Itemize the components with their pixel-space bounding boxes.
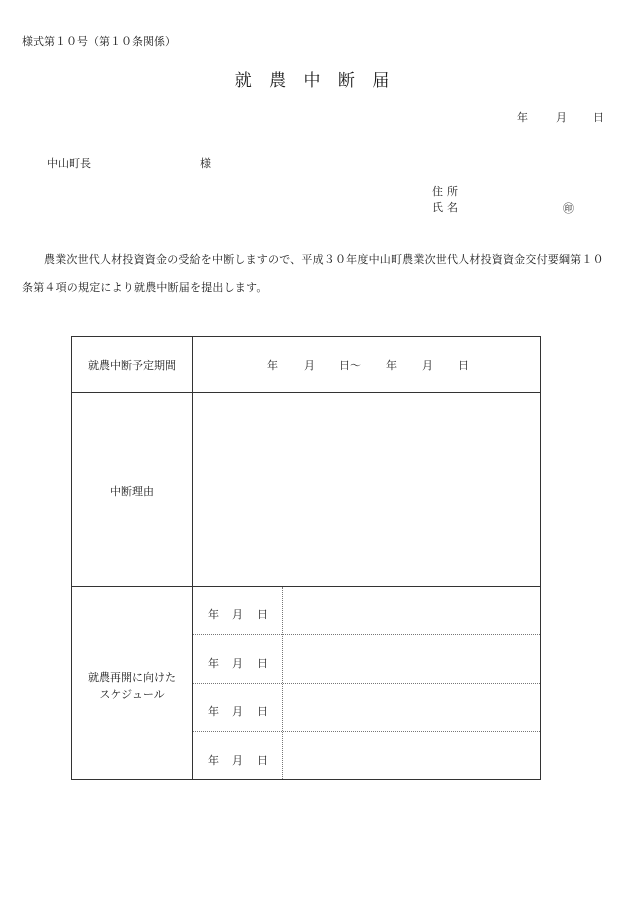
row-divider-reason [72,586,540,587]
period-start-year: 年 [267,359,278,372]
schedule-month: 月 [232,705,243,718]
schedule-row-divider [193,731,540,732]
period-start-day: 日～ [339,359,361,372]
schedule-year: 年 [208,754,219,767]
reason-label: 中断理由 [110,485,154,498]
interruption-form-table [71,336,541,780]
period-end-day: 日 [458,359,469,372]
seal-mark: ㊞ [563,202,574,215]
date-month-label: 月 [556,111,567,124]
honorific: 様 [200,157,211,170]
schedule-row-divider [193,683,540,684]
reason-input-area[interactable] [193,393,540,586]
body-text: 農業次世代人材投資資金の受給を中断しますので、平成３０年度中山町農業次世代人材投資資金交付要綱第１０条第４項の規定により就農中断届を提出します。 [22,253,604,294]
recipient: 中山町長 [47,157,91,170]
schedule-month: 月 [232,754,243,767]
address-label: 住所 [432,185,462,198]
schedule-month: 月 [232,657,243,670]
period-start-month: 月 [304,359,315,372]
schedule-day: 日 [257,657,268,670]
period-end-year: 年 [386,359,397,372]
schedule-day: 日 [257,608,268,621]
form-number: 様式第１０号（第１０条関係） [22,35,176,48]
schedule-year: 年 [208,657,219,670]
schedule-entry-field[interactable] [284,733,540,778]
date-year-label: 年 [517,111,528,124]
schedule-year: 年 [208,608,219,621]
schedule-year: 年 [208,705,219,718]
period-end-month: 月 [422,359,433,372]
period-label: 就農中断予定期間 [88,359,176,372]
schedule-entry-field[interactable] [284,636,540,682]
document-title: 就 農 中 断 届 [234,71,396,91]
schedule-entry-field[interactable] [284,685,540,730]
schedule-day: 日 [257,705,268,718]
schedule-label [72,669,192,703]
schedule-entry-field[interactable] [284,588,540,633]
schedule-label-line2: スケジュール [99,688,165,701]
date-day-label: 日 [593,111,604,124]
name-label: 氏名 [432,201,462,214]
schedule-label-line1: 就農再開に向けた [88,671,176,684]
schedule-day: 日 [257,754,268,767]
schedule-row-divider [193,634,540,635]
schedule-month: 月 [232,608,243,621]
